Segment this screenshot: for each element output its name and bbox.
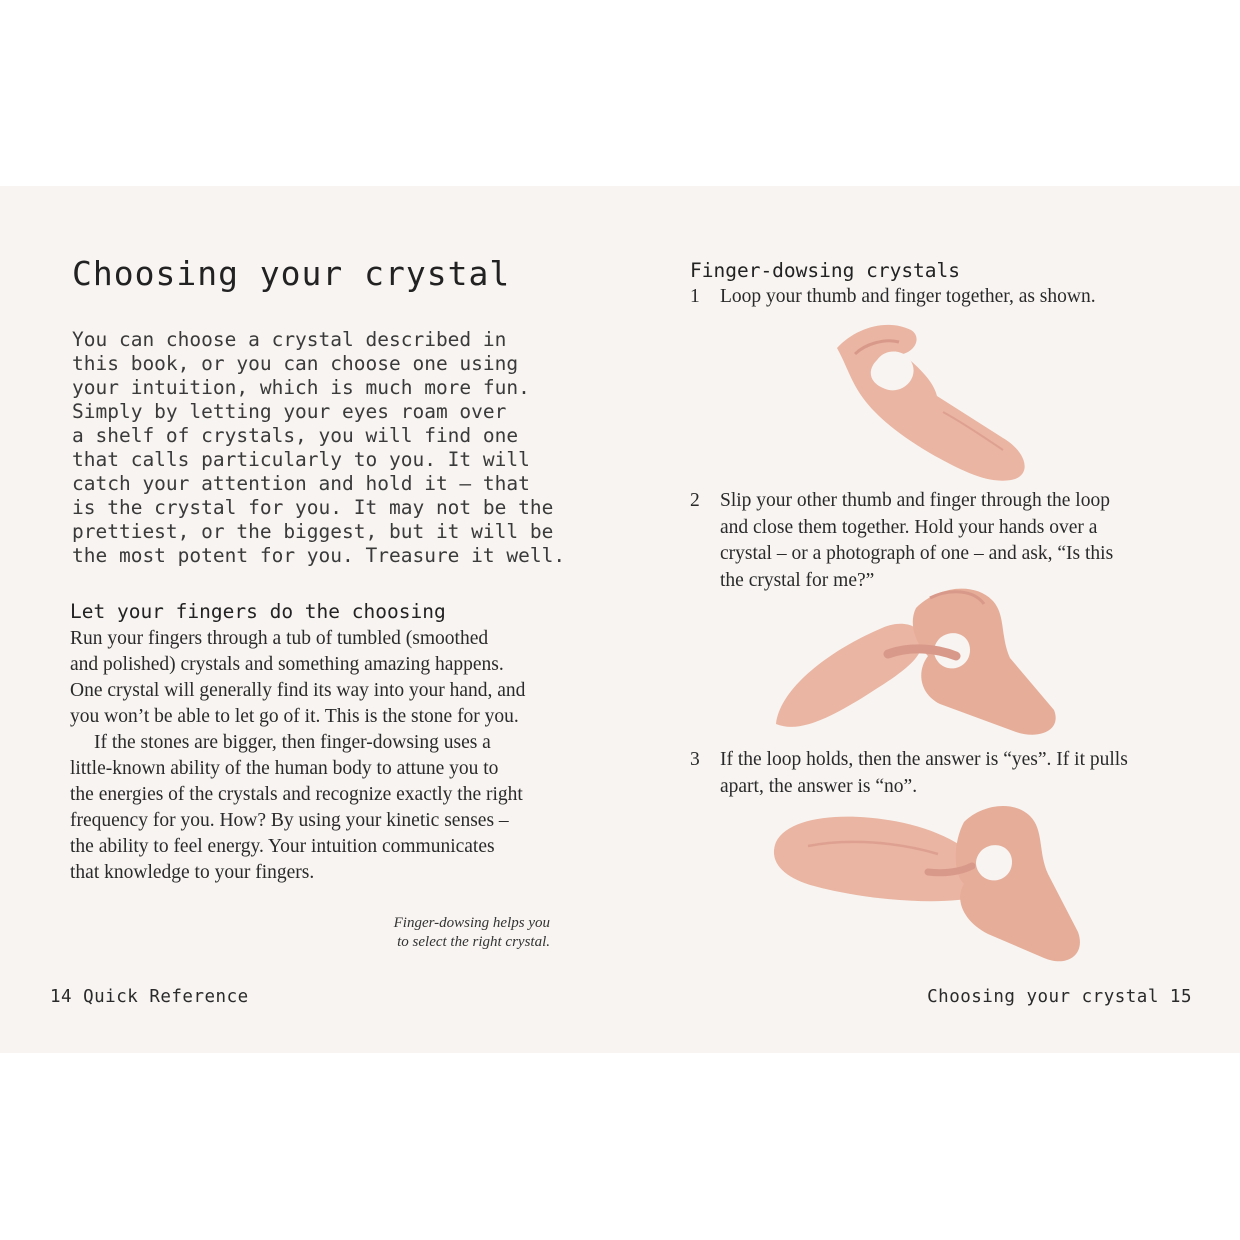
body-line: you won’t be able to let go of it. This is the stone for you. (70, 706, 519, 727)
step-line: and close them together. Hold your hands over a (720, 516, 1098, 538)
body-line: Run your fingers through a tub of tumbled (smoothed (70, 628, 489, 649)
step-text (720, 284, 1096, 311)
step-text (720, 488, 1113, 594)
step-line: If the loop holds, then the answer is “yes”. If it pulls (720, 749, 1128, 770)
body-line: frequency for you. How? By using your kinetic senses – (70, 810, 509, 831)
step-number: 2 (690, 490, 700, 511)
step-line: the crystal for me?” (720, 569, 875, 591)
right-folio: Choosing your crystal 15 (927, 987, 1192, 1007)
figure-caption (394, 914, 550, 952)
section-subheading: Let your fingers do the choosing (70, 600, 446, 623)
intro-line: Simply by letting your eyes roam over (72, 400, 507, 423)
intro-line: catch your attention and hold it – that (72, 472, 530, 495)
body-line: One crystal will generally find its way into your hand, and (70, 680, 526, 701)
caption-line: Finger-dowsing helps you (393, 915, 550, 931)
left-page (0, 186, 620, 1053)
hands-pulling-apart-icon (768, 802, 1086, 968)
body-line: that knowledge to your fingers. (70, 862, 315, 883)
page-title: Choosing your crystal (72, 254, 511, 293)
interlocked-hands-icon (770, 584, 1060, 740)
body-line: little-known ability of the human body to attune you to (70, 758, 499, 779)
intro-line: that calls particularly to you. It will (72, 448, 530, 471)
step-text (720, 747, 1128, 800)
intro-line: is the crystal for you. It may not be the (72, 496, 554, 519)
step-number: 3 (690, 749, 700, 770)
body-line: the energies of the crystals and recognize exactly the right (70, 784, 523, 805)
step-line: crystal – or a photograph of one – and ask, “Is this (720, 543, 1114, 564)
intro-line: this book, or you can choose one using (72, 352, 519, 375)
steps-subheading: Finger-dowsing crystals (690, 259, 961, 282)
intro-paragraph (72, 328, 592, 568)
book-spread (0, 186, 1240, 1053)
intro-line: You can choose a crystal described in (72, 328, 507, 351)
step-line: Slip your other thumb and finger through the loop (720, 490, 1110, 511)
left-folio: 14 Quick Reference (50, 987, 249, 1007)
right-page (620, 186, 1240, 1053)
body-line: and polished) crystals and something amazing happens. (70, 654, 504, 675)
intro-line: prettiest, or the biggest, but it will be (72, 520, 554, 543)
intro-line: the most potent for you. Treasure it well. (72, 544, 566, 567)
body-line: the ability to feel energy. Your intuition communicates (70, 836, 495, 857)
single-hand-loop-icon (825, 320, 1035, 488)
step-line: apart, the answer is “no”. (720, 775, 918, 797)
step-line: Loop your thumb and finger together, as shown. (720, 286, 1096, 307)
body-line: If the stones are bigger, then finger-dowsing uses a (94, 732, 491, 753)
step-number: 1 (690, 286, 700, 307)
body-paragraph (70, 626, 570, 886)
caption-line: to select the right crystal. (397, 934, 550, 950)
intro-line: your intuition, which is much more fun. (72, 376, 530, 399)
intro-line: a shelf of crystals, you will find one (72, 424, 519, 447)
